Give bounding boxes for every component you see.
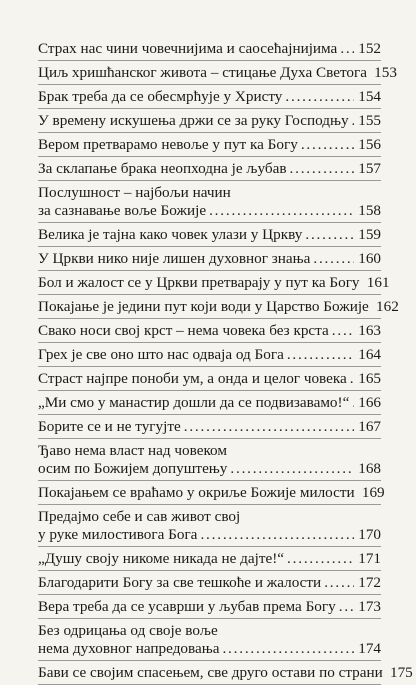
toc-entry [38,367,381,391]
toc-entry-title: Страх нас чини човечнијима и саосећајнијима [38,40,338,57]
toc-entry-line [38,370,381,388]
toc-entry [38,223,381,247]
dot-leader [230,460,354,478]
toc-page-number: 174 [358,640,381,657]
toc-entry [38,157,381,181]
toc-page-number: 173 [358,598,381,615]
toc-entry-title: Страст најпре поноби ум, а онда и целог човека [38,370,347,387]
toc-entry-line-continued [38,508,381,526]
dot-leader [350,370,354,388]
toc-entry-line [38,322,381,340]
toc-page-number: 153 [374,64,397,81]
dot-leader [352,394,354,412]
toc-entry [38,595,381,619]
toc-page-number: 169 [361,484,385,501]
toc-entry [38,271,390,295]
toc-entry-line [38,394,381,412]
dot-leader [200,526,354,544]
toc-entry-line [38,550,381,568]
toc-entry-title: „Душу своју никоме никада не дајте!“ [38,550,285,567]
dot-leader [332,322,354,340]
toc-page-number: 157 [358,160,381,177]
toc-entry-title: У Цркви нико није лишен духовног знања [38,250,311,267]
table-of-contents [38,37,413,685]
dot-leader [209,202,354,220]
toc-entry-line-continued [38,184,381,202]
toc-entry-line [38,250,381,268]
toc-page-number: 159 [358,226,381,243]
toc-entry-line [38,640,381,658]
toc-entry [38,61,397,85]
toc-page-number: 160 [358,250,381,267]
toc-entry-title: Покајање је једини пут који води у Царство Божије [38,298,369,315]
toc-entry [38,481,385,505]
toc-entry-title: Борите се и не тугујте [38,418,181,435]
toc-page-number: 155 [358,112,381,129]
toc-page-number: 166 [358,394,381,411]
toc-entry-line [38,274,390,292]
toc-entry-line [38,460,381,478]
dot-leader [340,40,354,58]
toc-entry [38,571,381,595]
toc-entry [38,85,381,109]
toc-entry-line-continued [38,622,381,640]
toc-entry [38,661,413,685]
toc-entry [38,37,381,61]
dot-leader [339,598,354,616]
toc-entry-title: Вером претварамо невоље у пут ка Богу [38,136,298,153]
toc-page-number: 161 [366,274,390,291]
toc-entry [38,415,381,439]
toc-entry-title: Бол и жалост се у Цркви претварају у пут ка Богу [38,274,360,291]
toc-page-number: 165 [358,370,381,387]
toc-entry-title: за сазнавање воље Божије [38,202,207,219]
toc-page-number: 170 [358,526,381,543]
toc-entry-line [38,112,381,130]
toc-entry [38,619,381,661]
dot-leader [301,136,354,154]
toc-page-number: 164 [358,346,381,363]
toc-entry-line [38,136,381,154]
dot-leader [184,418,354,436]
toc-entry-line [38,298,399,316]
dot-leader [287,550,354,568]
toc-entry-title: нема духовног напредовања [38,640,220,657]
toc-entry-line [38,40,381,58]
toc-entry [38,109,381,133]
toc-entry [38,295,399,319]
toc-entry-line [38,418,381,436]
toc-page-number: 154 [358,88,381,105]
toc-entry-title: Циљ хришћанског живота – стицање Духа Светога [38,64,367,81]
toc-entry-line-continued [38,442,381,460]
toc-entry-title: Благодарити Богу за све тешкоће и жалости [38,574,322,591]
toc-entry-title: Свако носи свој крст – нема човека без крста [38,322,329,339]
toc-entry-title: Бави се својим спасењем, све друго остави по страни [38,664,383,681]
toc-page-number: 162 [376,298,399,315]
dot-leader [285,88,354,106]
toc-entry-title: „Ми смо у манастир дошли да се подвизавамо!“ [38,394,350,411]
toc-page-number: 167 [358,418,381,435]
toc-entry-title: Покајањем се враћамо у окриље Божије милости [38,484,355,501]
toc-entry-title: Грех је све оно што нас одваја од Бога [38,346,284,363]
toc-entry-line [38,484,385,502]
toc-page-number: 168 [358,460,381,477]
dot-leader [305,226,354,244]
toc-entry [38,133,381,157]
toc-entry-title: Брак треба да се обесмрћује у Христу [38,88,283,105]
toc-entry-title: У времену искушења држи се за руку Господњу [38,112,349,129]
toc-page-number: 175 [389,664,413,681]
toc-entry-title: Велика је тајна како човек улази у Цркву [38,226,303,243]
dot-leader [222,640,354,658]
toc-entry [38,247,381,271]
toc-page-number: 171 [358,550,381,567]
toc-entry-line [38,202,381,220]
toc-page-number: 158 [358,202,381,219]
toc-entry [38,343,381,367]
toc-entry-title: Ђаво нема власт над човеком [38,442,227,459]
toc-entry [38,181,381,223]
toc-entry-line [38,664,413,682]
toc-entry-line [38,64,397,82]
toc-entry-title: За склапање брака неопходна је љубав [38,160,287,177]
toc-entry [38,319,381,343]
toc-entry-line [38,88,381,106]
toc-entry-title: Послушност – најбољи начин [38,184,231,201]
dot-leader [352,112,354,130]
toc-entry-title: у руке милостивога Бога [38,526,198,543]
toc-entry-line [38,526,381,544]
toc-page-number: 172 [358,574,381,591]
toc-entry [38,505,381,547]
toc-entry [38,391,381,415]
dot-leader [313,250,354,268]
toc-page-number: 163 [358,322,381,339]
toc-entry-title: Вера треба да се усаврши у љубав према Богу [38,598,336,615]
toc-entry-line [38,226,381,244]
toc-entry [38,547,381,571]
toc-entry [38,439,381,481]
toc-entry-title: осим по Божијем допуштењу [38,460,228,477]
dot-leader [287,346,354,364]
toc-entry-line [38,574,381,592]
toc-page-number: 156 [358,136,381,153]
toc-entry-line [38,598,381,616]
toc-entry-title: Без одрицања од своје воље [38,622,218,639]
dot-leader [290,160,354,178]
toc-entry-line [38,346,381,364]
toc-entry-title: Предајмо себе и сав живот свој [38,508,241,525]
dot-leader [324,574,354,592]
toc-entry-line [38,160,381,178]
toc-page-number: 152 [358,40,381,57]
